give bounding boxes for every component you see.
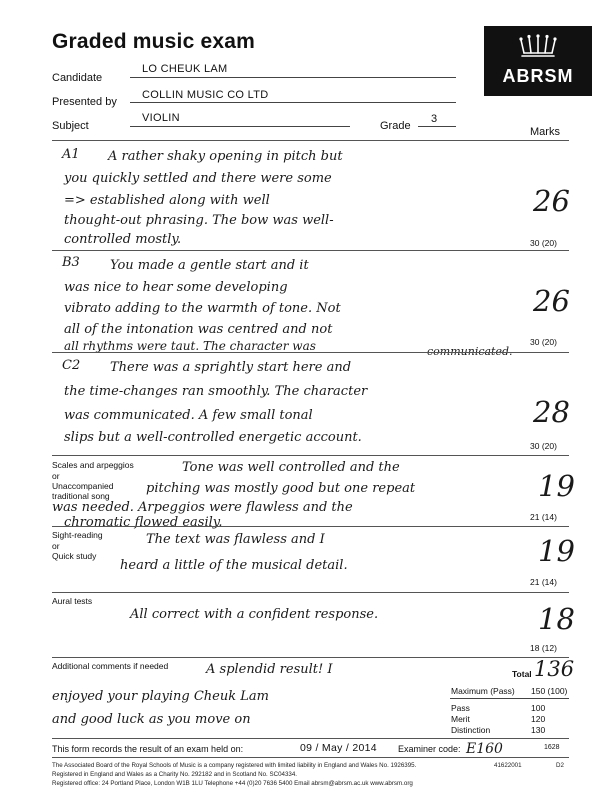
merit-label: Merit: [451, 714, 470, 724]
section-divider: [52, 250, 569, 251]
a1-line-2: you quickly settled and there were some: [64, 171, 332, 186]
b3-line-3: vibrato adding to the warmth of tone. Not: [64, 301, 341, 316]
aural-mark: 18: [538, 602, 575, 636]
comments-line-2: enjoyed your playing Cheuk Lam: [52, 689, 269, 704]
c2-line-2: the time-changes ran smoothly. The character: [64, 384, 368, 399]
grade-value: 3: [431, 113, 438, 125]
footer-divider: [52, 738, 569, 739]
comments-label: Additional comments if needed: [52, 661, 169, 671]
sight-line-2: heard a little of the musical detail.: [120, 558, 348, 573]
max-pass-value: 150 (100): [531, 686, 568, 696]
totals-divider: [450, 698, 569, 699]
sight-label-3: Quick study: [52, 551, 97, 561]
record-label: This form records the result of an exam held on:: [52, 744, 244, 754]
grade-underline: [418, 126, 456, 127]
aural-label: Aural tests: [52, 596, 93, 606]
presented-by-underline: [130, 102, 456, 103]
merit-value: 120: [531, 714, 546, 724]
a1-line-5: controlled mostly.: [64, 232, 182, 247]
c2-line-3: was communicated. A few small tonal: [64, 408, 313, 423]
sight-mark: 19: [538, 534, 575, 568]
legal-line-3: Registered office: 24 Portland Place, London W1B 1LU Telephone +44 (0)20 7636 5400 Email abrsm@abrsm.ac.uk www.abrsm.org: [52, 780, 413, 787]
exam-date: 09 / May / 2014: [300, 742, 377, 754]
legal-line-2: Registered in England and Wales as a Charity No. 292182 and in Scotland No. SC04334.: [52, 771, 298, 778]
section-a1-label: A1: [62, 147, 80, 162]
aural-line-1: All correct with a confident response.: [130, 607, 379, 622]
form-code-2: D2: [556, 762, 564, 769]
subject-label: Subject: [52, 120, 89, 132]
form-number: 1628: [544, 744, 560, 751]
c2-line-1: There was a sprightly start here and: [110, 360, 352, 375]
grade-label: Grade: [380, 120, 411, 132]
candidate-underline: [130, 77, 456, 78]
section-divider: [52, 455, 569, 456]
sight-label-2: or: [52, 541, 60, 551]
section-divider: [52, 592, 569, 593]
comments-line-1: A splendid result! I: [206, 662, 333, 677]
c2-line-4: slips but a well-controlled energetic account.: [64, 430, 362, 445]
b3-mark: 26: [533, 284, 570, 318]
scales-label-2: or: [52, 471, 60, 481]
page-title: Graded music exam: [52, 30, 255, 53]
b3-line-1: You made a gentle start and it: [110, 258, 309, 273]
scales-label-1: Scales and arpeggios: [52, 460, 134, 470]
section-b3-label: B3: [62, 255, 80, 270]
form-code-1: 41622001: [494, 762, 522, 769]
scales-label-3: Unaccompanied: [52, 481, 114, 491]
total-label: Total: [512, 669, 532, 679]
scales-mark: 19: [538, 469, 575, 503]
scales-max-marks: 21 (14): [530, 512, 557, 522]
scales-line-3: was needed. Arpeggios were flawless and the: [52, 500, 353, 515]
comments-line-3: and good luck as you move on: [52, 712, 251, 727]
scales-line-4: chromatic flowed easily.: [64, 515, 223, 530]
a1-line-1: A rather shaky opening in pitch but: [108, 149, 343, 164]
a1-max-marks: 30 (20): [530, 238, 557, 248]
section-divider: [52, 140, 569, 141]
c2-max-marks: 30 (20): [530, 441, 557, 451]
b3-max-marks: 30 (20): [530, 337, 557, 347]
b3-annotation: communicated.: [427, 345, 513, 358]
a1-mark: 26: [533, 184, 570, 218]
marks-label: Marks: [530, 126, 560, 138]
b3-line-5: all rhythms were taut. The character was: [64, 339, 316, 353]
c2-mark: 28: [533, 395, 570, 429]
pass-label: Pass: [451, 703, 470, 713]
subject-value: VIOLIN: [142, 112, 180, 124]
section-c2-label: C2: [62, 358, 81, 373]
aural-max-marks: 18 (12): [530, 643, 557, 653]
candidate-label: Candidate: [52, 72, 103, 84]
b3-line-4: all of the intonation was centred and not: [64, 322, 333, 337]
section-divider: [52, 657, 569, 658]
sight-max-marks: 21 (14): [530, 577, 557, 587]
a1-line-3: => established along with well: [64, 193, 270, 208]
legal-line-1: The Associated Board of the Royal Schools of Music is a company registered with limited liability in England and Wales No. 1926395.: [52, 762, 417, 769]
sight-line-1: The text was flawless and I: [146, 532, 325, 547]
footer-rule: [52, 757, 569, 758]
examiner-label: Examiner code:: [398, 744, 461, 754]
subject-underline: [130, 126, 350, 127]
total-value: 136: [534, 657, 575, 681]
a1-line-4: thought-out phrasing. The bow was well-: [64, 213, 334, 228]
scales-line-2: pitching was mostly good but one repeat: [146, 481, 416, 496]
presented-by-value: COLLIN MUSIC CO LTD: [142, 89, 269, 101]
logo-text: ABRSM: [502, 66, 574, 86]
b3-line-2: was nice to hear some developing: [64, 280, 288, 295]
max-pass-label: Maximum (Pass): [451, 686, 515, 696]
scales-line-1: Tone was well controlled and the: [182, 460, 400, 475]
examiner-code: E160: [466, 741, 503, 757]
candidate-value: LO CHEUK LAM: [142, 63, 228, 75]
distinction-label: Distinction: [451, 725, 491, 735]
section-divider: [52, 352, 569, 353]
pass-value: 100: [531, 703, 546, 713]
distinction-value: 130: [531, 725, 546, 735]
section-divider: [52, 526, 569, 527]
presented-by-label: Presented by: [52, 96, 117, 108]
abrsm-logo: [484, 26, 592, 96]
sight-label-1: Sight-reading: [52, 530, 103, 540]
scales-label-4: traditional song: [52, 491, 110, 501]
crown-icon: [518, 34, 558, 60]
